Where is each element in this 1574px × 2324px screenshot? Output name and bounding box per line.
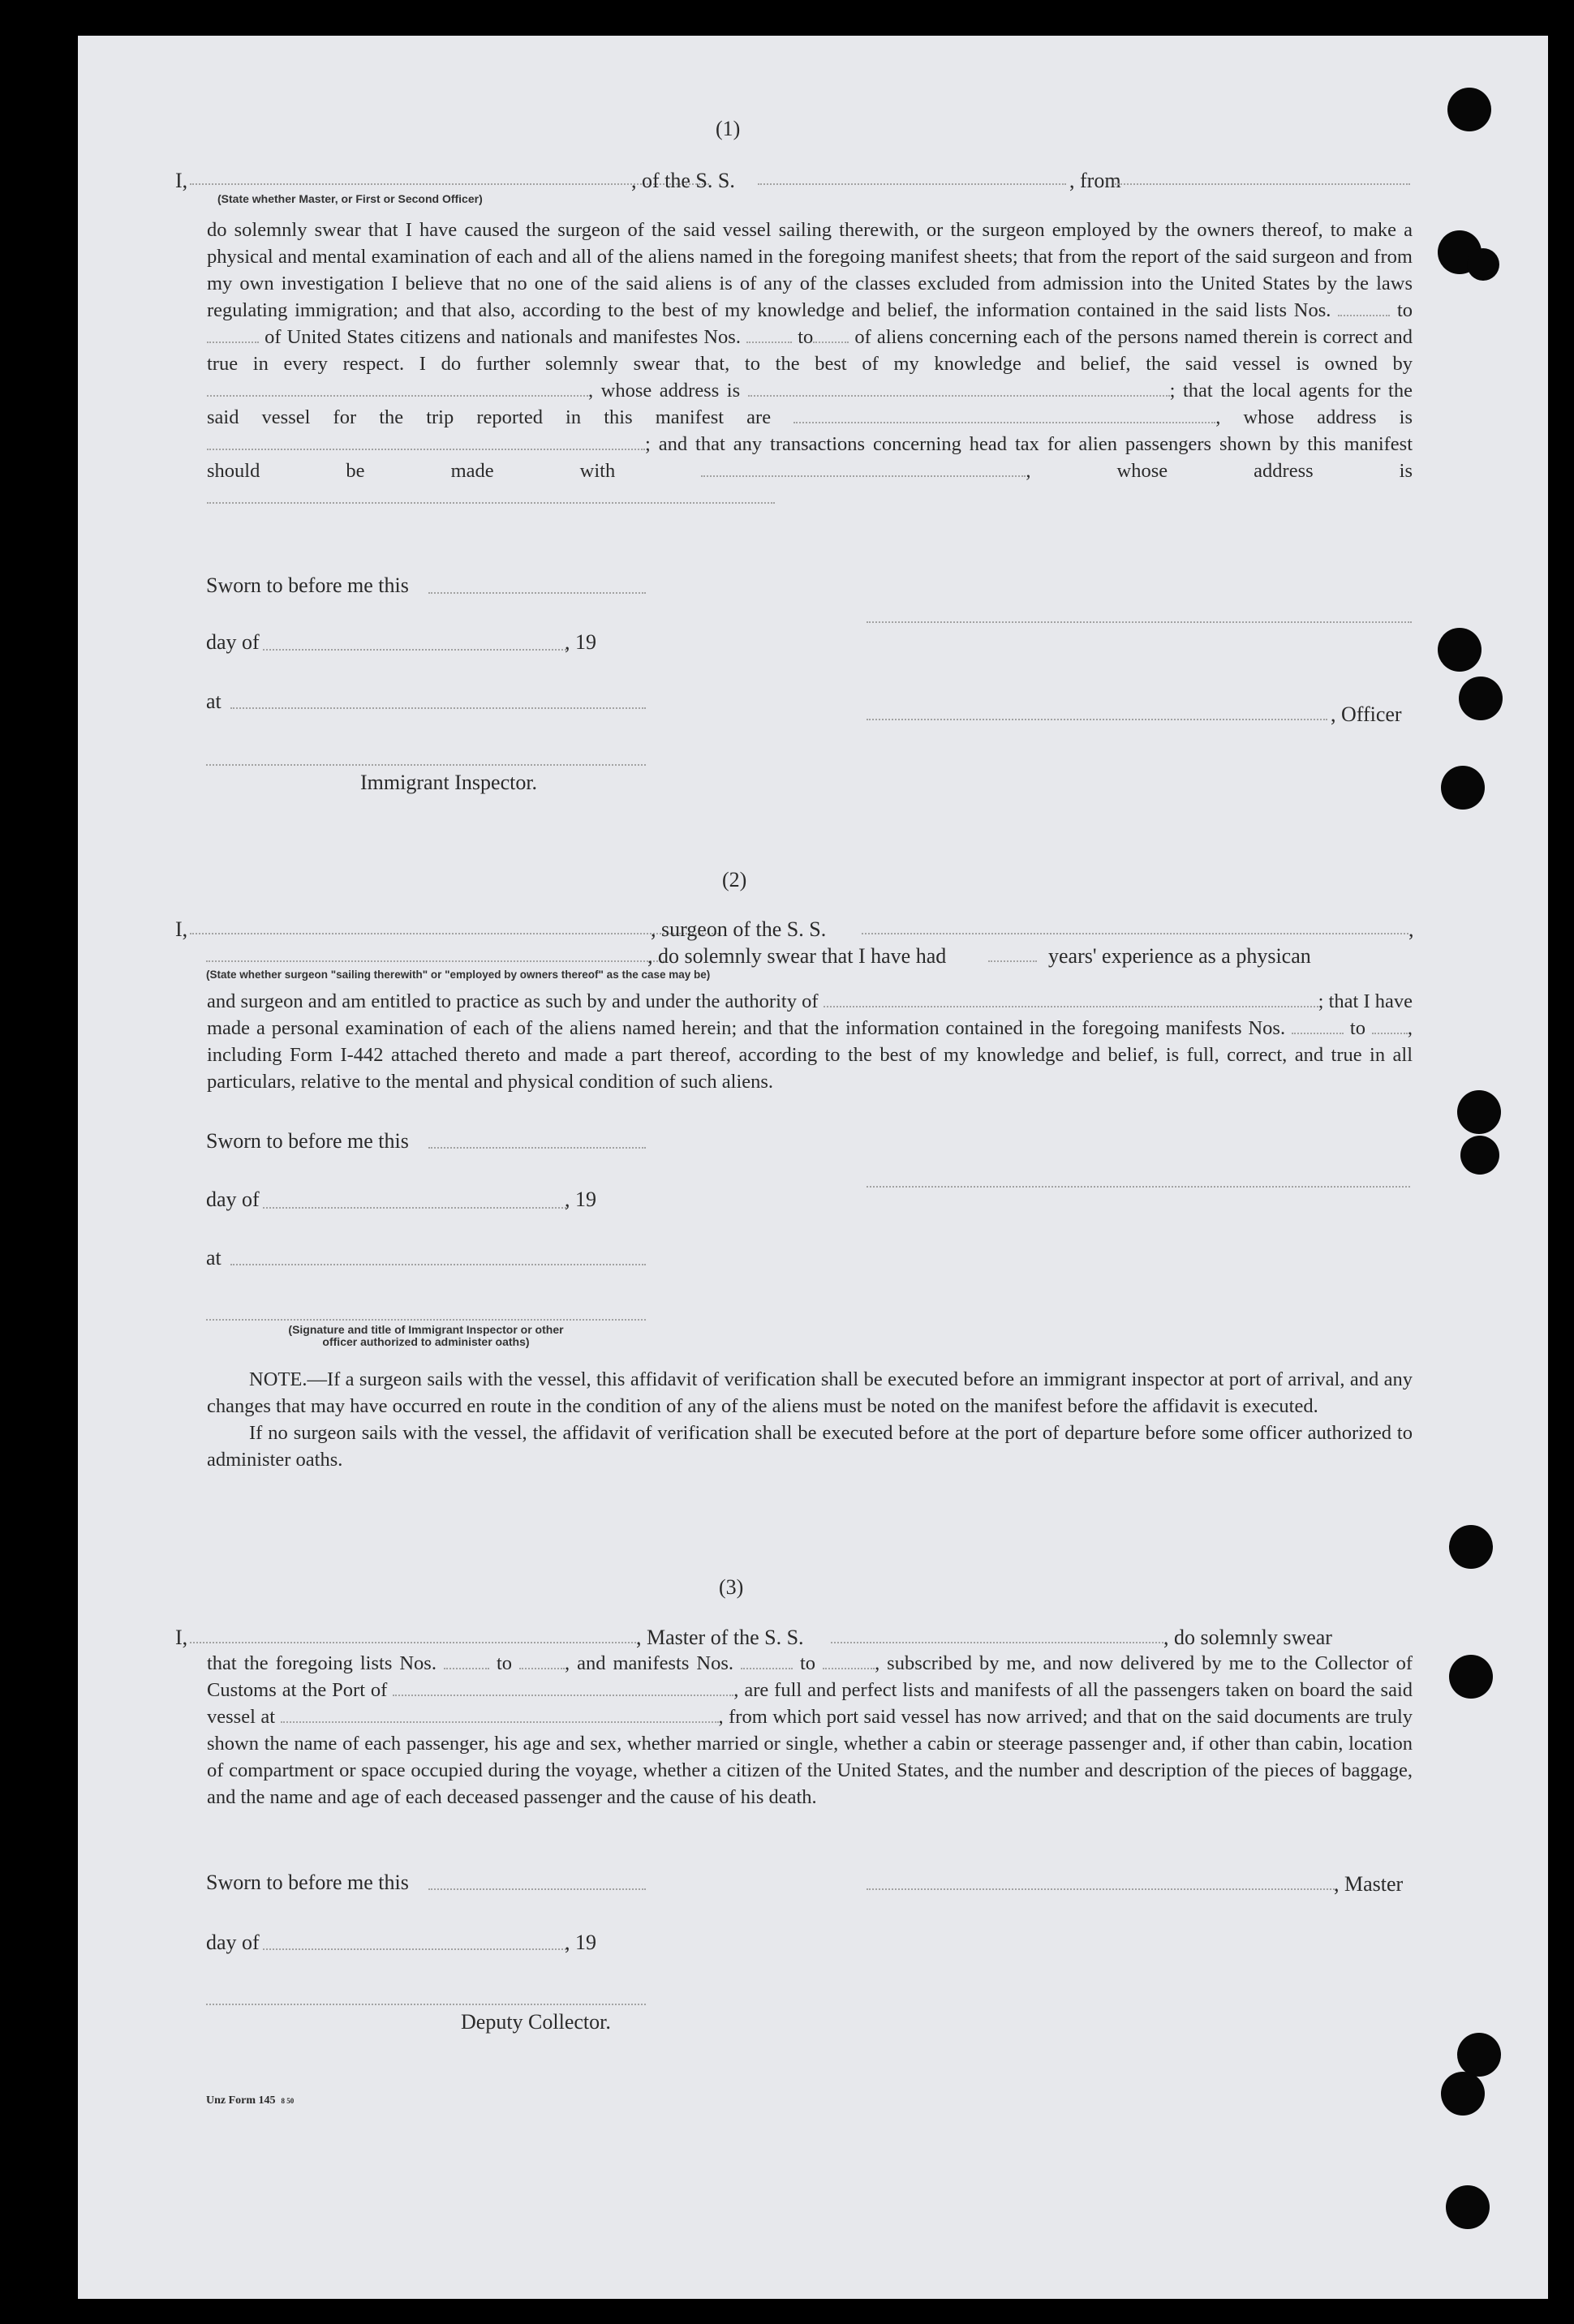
owner-address-field[interactable] (748, 382, 1170, 397)
years-field[interactable] (988, 960, 1037, 962)
year-label-3: , 19 (565, 1931, 596, 1954)
intro-i-2: I, (175, 917, 188, 941)
vessel-name-field[interactable] (758, 183, 1066, 185)
surgeon-note: (State whether surgeon "sailing therewith" or "employed by owners thereof" as the case may be) (206, 969, 711, 981)
deputy-collector-label: Deputy Collector. (461, 2010, 611, 2034)
master-swear-label: , do solemnly swear (1163, 1626, 1332, 1649)
manifests-from-field[interactable] (746, 329, 792, 343)
punch-hole (1457, 2033, 1501, 2077)
sworn-label-3: Sworn to before me this (206, 1871, 409, 1894)
officer-signature-field[interactable] (867, 621, 1412, 623)
note-paragraph-2: If no surgeon sails with the vessel, the affidavit of verification shall be executed before at the port of departure before some officer authorized to administer oaths. (207, 1422, 1413, 1471)
boarding-port-field[interactable] (281, 1708, 719, 1723)
punch-hole (1457, 1090, 1501, 1134)
punch-hole (1449, 1655, 1493, 1699)
surgeon-type-field[interactable] (206, 960, 667, 962)
sworn-date-field-1[interactable] (428, 592, 646, 594)
sworn-label-2: Sworn to before me this (206, 1129, 409, 1153)
master-signature-field[interactable] (867, 1888, 1337, 1890)
officer-title-field[interactable] (867, 719, 1327, 720)
authority-field[interactable] (824, 993, 1318, 1007)
day-of-field-2[interactable] (263, 1207, 566, 1209)
head-tax-address-field[interactable] (207, 489, 775, 504)
punch-hole (1438, 628, 1482, 672)
master-name-field[interactable] (190, 1642, 639, 1643)
master-of-label: , Master of the S. S. (636, 1626, 804, 1649)
comma-2: , (1408, 917, 1414, 941)
vessel-name-field-3[interactable] (831, 1642, 1167, 1643)
at-label-2: at (206, 1246, 221, 1269)
lists-to-field-3[interactable] (519, 1655, 565, 1669)
punch-hole (1459, 677, 1503, 720)
manifests-from-field-3[interactable] (741, 1655, 793, 1669)
day-of-label-2: day of (206, 1188, 260, 1211)
surgeon-swear-label: , do solemnly swear that I have had (647, 944, 947, 968)
punch-hole (1441, 2072, 1485, 2116)
surgeon-signature-field[interactable] (867, 1186, 1410, 1188)
agents-field[interactable] (793, 409, 1215, 423)
head-tax-contact-field[interactable] (701, 462, 1026, 477)
section-2-number: (2) (722, 868, 747, 891)
lists-to-field[interactable] (207, 329, 259, 343)
punch-hole (1449, 1525, 1493, 1569)
from-label: , from (1069, 169, 1121, 192)
day-of-label-1: day of (206, 630, 260, 654)
intro-i: I, (175, 169, 188, 192)
surgeon-name-field[interactable] (190, 933, 719, 934)
note-paragraph-1: NOTE.—If a surgeon sails with the vessel, this affidavit of verification shall be executed before an immigrant inspector at port of arrival, and any changes that may have occurred en route in the condition of any of the aliens must be noted on the manifest before the affidavit is executed. (207, 1368, 1413, 1417)
sworn-date-field-3[interactable] (428, 1888, 646, 1890)
year-label-1: , 19 (565, 630, 596, 654)
lists-from-field-3[interactable] (444, 1655, 489, 1669)
vessel-name-field-2[interactable] (862, 933, 1408, 934)
surgeon-of-label: , surgeon of the S. S. (651, 917, 827, 941)
day-of-label-3: day of (206, 1931, 260, 1954)
intro-i-3: I, (175, 1626, 188, 1649)
manifests-to-field-3[interactable] (823, 1655, 875, 1669)
agents-address-field[interactable] (207, 436, 645, 450)
day-of-field-3[interactable] (263, 1948, 566, 1950)
note-block (207, 1366, 1413, 1473)
master-label: , Master (1334, 1872, 1404, 1896)
punch-hole (1446, 2185, 1490, 2229)
years-label: years' experience as a physican (1048, 944, 1311, 968)
manifests-from-field-2[interactable] (1292, 1020, 1344, 1034)
punch-hole (1467, 248, 1499, 281)
sworn-date-field-2[interactable] (428, 1147, 646, 1149)
day-of-field-1[interactable] (263, 649, 566, 651)
punch-hole (1460, 1136, 1499, 1175)
at-field-2[interactable] (230, 1264, 646, 1265)
owner-field[interactable] (207, 382, 588, 397)
form-page (78, 36, 1548, 2299)
punch-hole (1447, 88, 1491, 131)
inspector-signature-field-1[interactable] (206, 764, 646, 766)
section-3-body: that the foregoing lists Nos. to , and manifests Nos. to , subscribed by me, and now delivered by me to the Collector of Customs at the Port of , are full and perfect lists and manifests of all the passengers taken on board the said vessel at , from which port said vessel has now arrived; and that on the said documents are truly shown the name of each passenger, his age and sex, whether married or single, whether a cabin or steerage passenger and, if other than cabin, location of compartment or space occupied during the voyage, whether a citizen of the United States, and the number and description of the pieces of baggage, and the name and age of each deceased passenger and the cause of his death. (207, 1652, 1413, 1808)
officer-note: (State whether Master, or First or Second Officer) (217, 192, 483, 205)
from-port-field[interactable] (1115, 183, 1410, 185)
inspector-signature-field-2[interactable] (206, 1319, 646, 1321)
manifests-to-field-2[interactable] (1372, 1020, 1408, 1034)
section-1-number: (1) (716, 117, 741, 140)
form-number: Unz Form 145 8 50 (206, 2094, 295, 2107)
at-field-1[interactable] (230, 707, 646, 709)
deputy-signature-field[interactable] (206, 2004, 646, 2005)
officer-label: , Officer (1331, 702, 1402, 726)
section-2-body: and surgeon and am entitled to practice as such by and under the authority of ; that I have made a personal examination of each of the aliens named herein; and that the information contained in the foregoing manifests Nos. to , including Form I-442 attached thereto and made a part thereof, according to the best of my knowledge and belief, is full, correct, and true in all particulars, relative to the mental and physical condition of such aliens. (207, 990, 1413, 1093)
manifests-to-field[interactable] (813, 329, 849, 343)
year-label-2: , 19 (565, 1188, 596, 1211)
sworn-label-1: Sworn to before me this (206, 573, 409, 597)
of-ss-label: , of the S. S. (631, 169, 735, 192)
immigrant-inspector-label: Immigrant Inspector. (360, 771, 538, 794)
at-label-1: at (206, 689, 221, 713)
section-3-number: (3) (719, 1575, 744, 1599)
lists-from-field[interactable] (1338, 302, 1390, 316)
punch-hole (1441, 766, 1485, 810)
signature-note: (Signature and title of Immigrant Inspector or other officer authorized to administer oaths) (288, 1323, 564, 1348)
port-field[interactable] (393, 1682, 733, 1696)
section-1-body: do solemnly swear that I have caused the surgeon of the said vessel sailing therewith, or the surgeon employed by the owners thereof, to make a physical and mental examination of each and all of the aliens named in the foregoing manifest sheets; that from the report of the said surgeon and from my own investigation I believe that no one of the said aliens is of any of the classes excluded from admission into the United States by the laws regulating immigration; and that also, according to the best of my knowledge and belief, the information contained in the said lists Nos. to of United States citizens and nationals and manifestes Nos. to of aliens concerning each of the persons named therein is correct and true in every respect. I do further solemnly swear that, to the best of my knowledge and belief, the said vessel is owned by , whose address is ; that the local agents for the said vessel for the trip reported in this manifest are , whose address is ; and that any transactions concerning head tax for alien passengers shown by this manifest should be made with , whose address is (207, 217, 1413, 511)
